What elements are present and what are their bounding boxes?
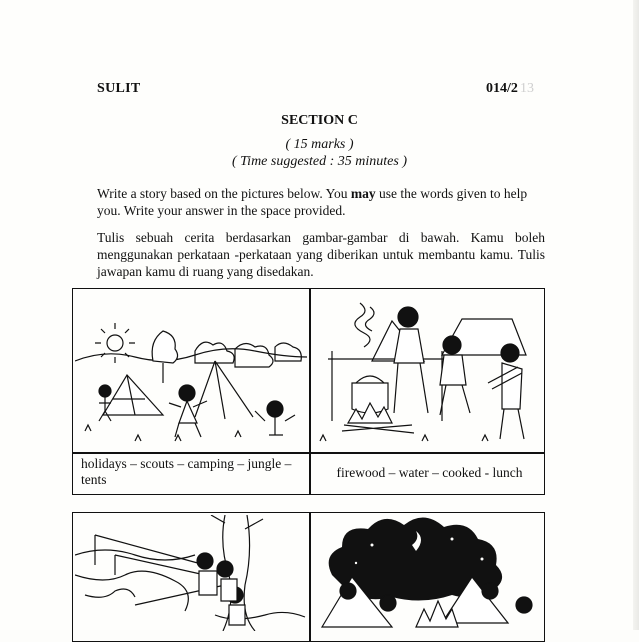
page-edge-shadow [633,0,639,630]
grid-divider-vertical [309,289,311,494]
header-sulit: SULIT [97,81,141,96]
section-title: SECTION C [281,113,358,128]
campfire-night-illustration [312,515,544,631]
panel-1-caption: holidays – scouts – camping – jungle – tents [81,456,292,487]
section-marks: ( 15 marks ) [285,137,354,152]
picture-grid-top [72,288,545,495]
grid-divider-horizontal [73,452,544,454]
header-paper-code: 014/2 [486,81,518,96]
instruction-english [97,185,545,219]
scouts-pitching-tents-illustration [75,291,307,451]
instruction-malay: Tulis sebuah cerita berdasarkan gambar-gambar di bawah. Kamu boleh menggunakan perkataan -perkataan yang diberikan untuk membantu kamu. Tulis jawapan kamu di ruang yang disedakan. [97,230,545,279]
instruction-english-bold: may [350,186,376,201]
header-bleedthrough-text: 13 [520,81,534,96]
scouts-cooking-lunch-illustration [312,291,544,451]
section-time: ( Time suggested : 35 minutes ) [232,154,407,169]
sun-icon [107,335,123,351]
panel-2-caption: firewood – water – cooked - lunch [336,465,523,480]
instruction-english-post: use the words given to help you. Write your answer in the space provided. [97,186,528,218]
instruction-english-pre: Write a story based on the pictures below. You [97,186,351,201]
grid-divider-vertical-bottom [309,513,311,641]
picture-grid-bottom [72,512,545,642]
scouts-fishing-river-illustration [75,515,307,631]
